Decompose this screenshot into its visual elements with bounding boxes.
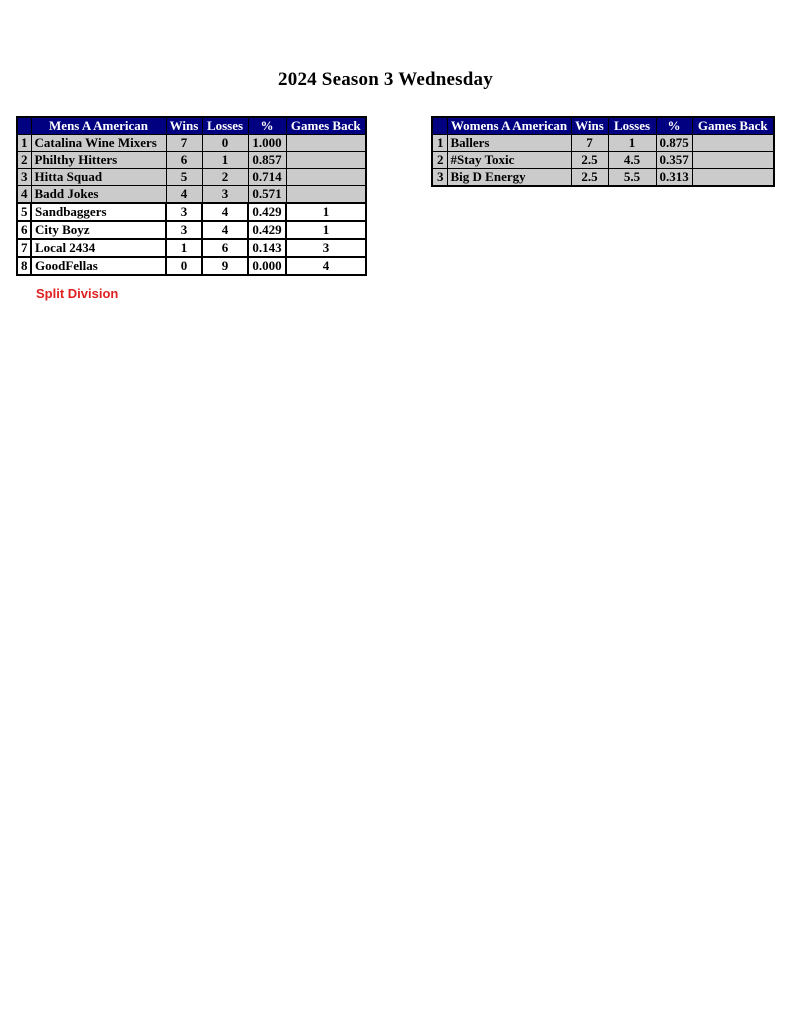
table-row	[17, 239, 366, 257]
table-row	[432, 152, 774, 169]
pct-column-header: %	[248, 117, 286, 135]
team-cell: GoodFellas	[31, 257, 166, 275]
team-cell: City Boyz	[31, 221, 166, 239]
rank-cell: 3	[432, 169, 447, 187]
table-row	[17, 221, 366, 239]
table-row	[17, 169, 366, 186]
rank-cell: 8	[17, 257, 31, 275]
pct-cell: 0.143	[248, 239, 286, 257]
losses-cell: 4	[202, 203, 248, 221]
rank-cell: 3	[17, 169, 31, 186]
pct-cell: 1.000	[248, 135, 286, 152]
games-back-column-header: Games Back	[286, 117, 366, 135]
wins-cell: 0	[166, 257, 202, 275]
losses-cell: 1	[202, 152, 248, 169]
rank-cell: 2	[432, 152, 447, 169]
team-cell: Badd Jokes	[31, 186, 166, 204]
wins-cell: 1	[166, 239, 202, 257]
pct-cell: 0.429	[248, 203, 286, 221]
table-header-row	[432, 117, 774, 135]
pct-cell: 0.313	[656, 169, 692, 187]
losses-column-header: Losses	[202, 117, 248, 135]
games-back-cell	[692, 135, 774, 152]
team-cell: Local 2434	[31, 239, 166, 257]
team-cell: #Stay Toxic	[447, 152, 571, 169]
pct-cell: 0.857	[248, 152, 286, 169]
losses-column-header: Losses	[608, 117, 656, 135]
wins-column-header: Wins	[571, 117, 608, 135]
wins-cell: 7	[571, 135, 608, 152]
wins-cell: 6	[166, 152, 202, 169]
rank-cell: 1	[432, 135, 447, 152]
losses-cell: 4	[202, 221, 248, 239]
losses-cell: 4.5	[608, 152, 656, 169]
table-title: Womens A American	[447, 117, 571, 135]
games-back-cell: 1	[286, 203, 366, 221]
table-row	[432, 135, 774, 152]
pct-cell: 0.714	[248, 169, 286, 186]
games-back-cell	[286, 186, 366, 204]
table-title: Mens A American	[31, 117, 166, 135]
page-title: 2024 Season 3 Wednesday	[278, 69, 493, 90]
losses-cell: 3	[202, 186, 248, 204]
wins-cell: 3	[166, 203, 202, 221]
rank-cell: 2	[17, 152, 31, 169]
rank-cell: 6	[17, 221, 31, 239]
wins-cell: 2.5	[571, 169, 608, 187]
table-header-row	[17, 117, 366, 135]
games-back-column-header: Games Back	[692, 117, 774, 135]
rank-cell: 5	[17, 203, 31, 221]
pct-cell: 0.357	[656, 152, 692, 169]
games-back-cell: 3	[286, 239, 366, 257]
games-back-cell	[692, 152, 774, 169]
table-row	[17, 186, 366, 204]
wins-cell: 5	[166, 169, 202, 186]
games-back-cell	[286, 135, 366, 152]
wins-cell: 3	[166, 221, 202, 239]
rank-cell: 4	[17, 186, 31, 204]
games-back-cell	[286, 169, 366, 186]
table-row	[17, 257, 366, 275]
losses-cell: 1	[608, 135, 656, 152]
losses-cell: 9	[202, 257, 248, 275]
wins-cell: 2.5	[571, 152, 608, 169]
losses-cell: 6	[202, 239, 248, 257]
losses-cell: 5.5	[608, 169, 656, 187]
rank-column-header	[17, 117, 31, 135]
games-back-cell: 4	[286, 257, 366, 275]
mens-standings-table	[16, 116, 367, 276]
womens-standings-table	[431, 116, 775, 187]
table-row	[17, 135, 366, 152]
rank-column-header	[432, 117, 447, 135]
wins-cell: 4	[166, 186, 202, 204]
table-row	[17, 152, 366, 169]
pct-column-header: %	[656, 117, 692, 135]
games-back-cell: 1	[286, 221, 366, 239]
games-back-cell	[286, 152, 366, 169]
wins-column-header: Wins	[166, 117, 202, 135]
team-cell: Philthy Hitters	[31, 152, 166, 169]
losses-cell: 2	[202, 169, 248, 186]
pct-cell: 0.875	[656, 135, 692, 152]
games-back-cell	[692, 169, 774, 187]
pct-cell: 0.571	[248, 186, 286, 204]
rank-cell: 1	[17, 135, 31, 152]
pct-cell: 0.429	[248, 221, 286, 239]
team-cell: Ballers	[447, 135, 571, 152]
team-cell: Catalina Wine Mixers	[31, 135, 166, 152]
pct-cell: 0.000	[248, 257, 286, 275]
table-row	[432, 169, 774, 187]
split-division-note: Split Division	[36, 286, 119, 301]
wins-cell: 7	[166, 135, 202, 152]
table-row	[17, 203, 366, 221]
losses-cell: 0	[202, 135, 248, 152]
team-cell: Sandbaggers	[31, 203, 166, 221]
team-cell: Big D Energy	[447, 169, 571, 187]
team-cell: Hitta Squad	[31, 169, 166, 186]
rank-cell: 7	[17, 239, 31, 257]
